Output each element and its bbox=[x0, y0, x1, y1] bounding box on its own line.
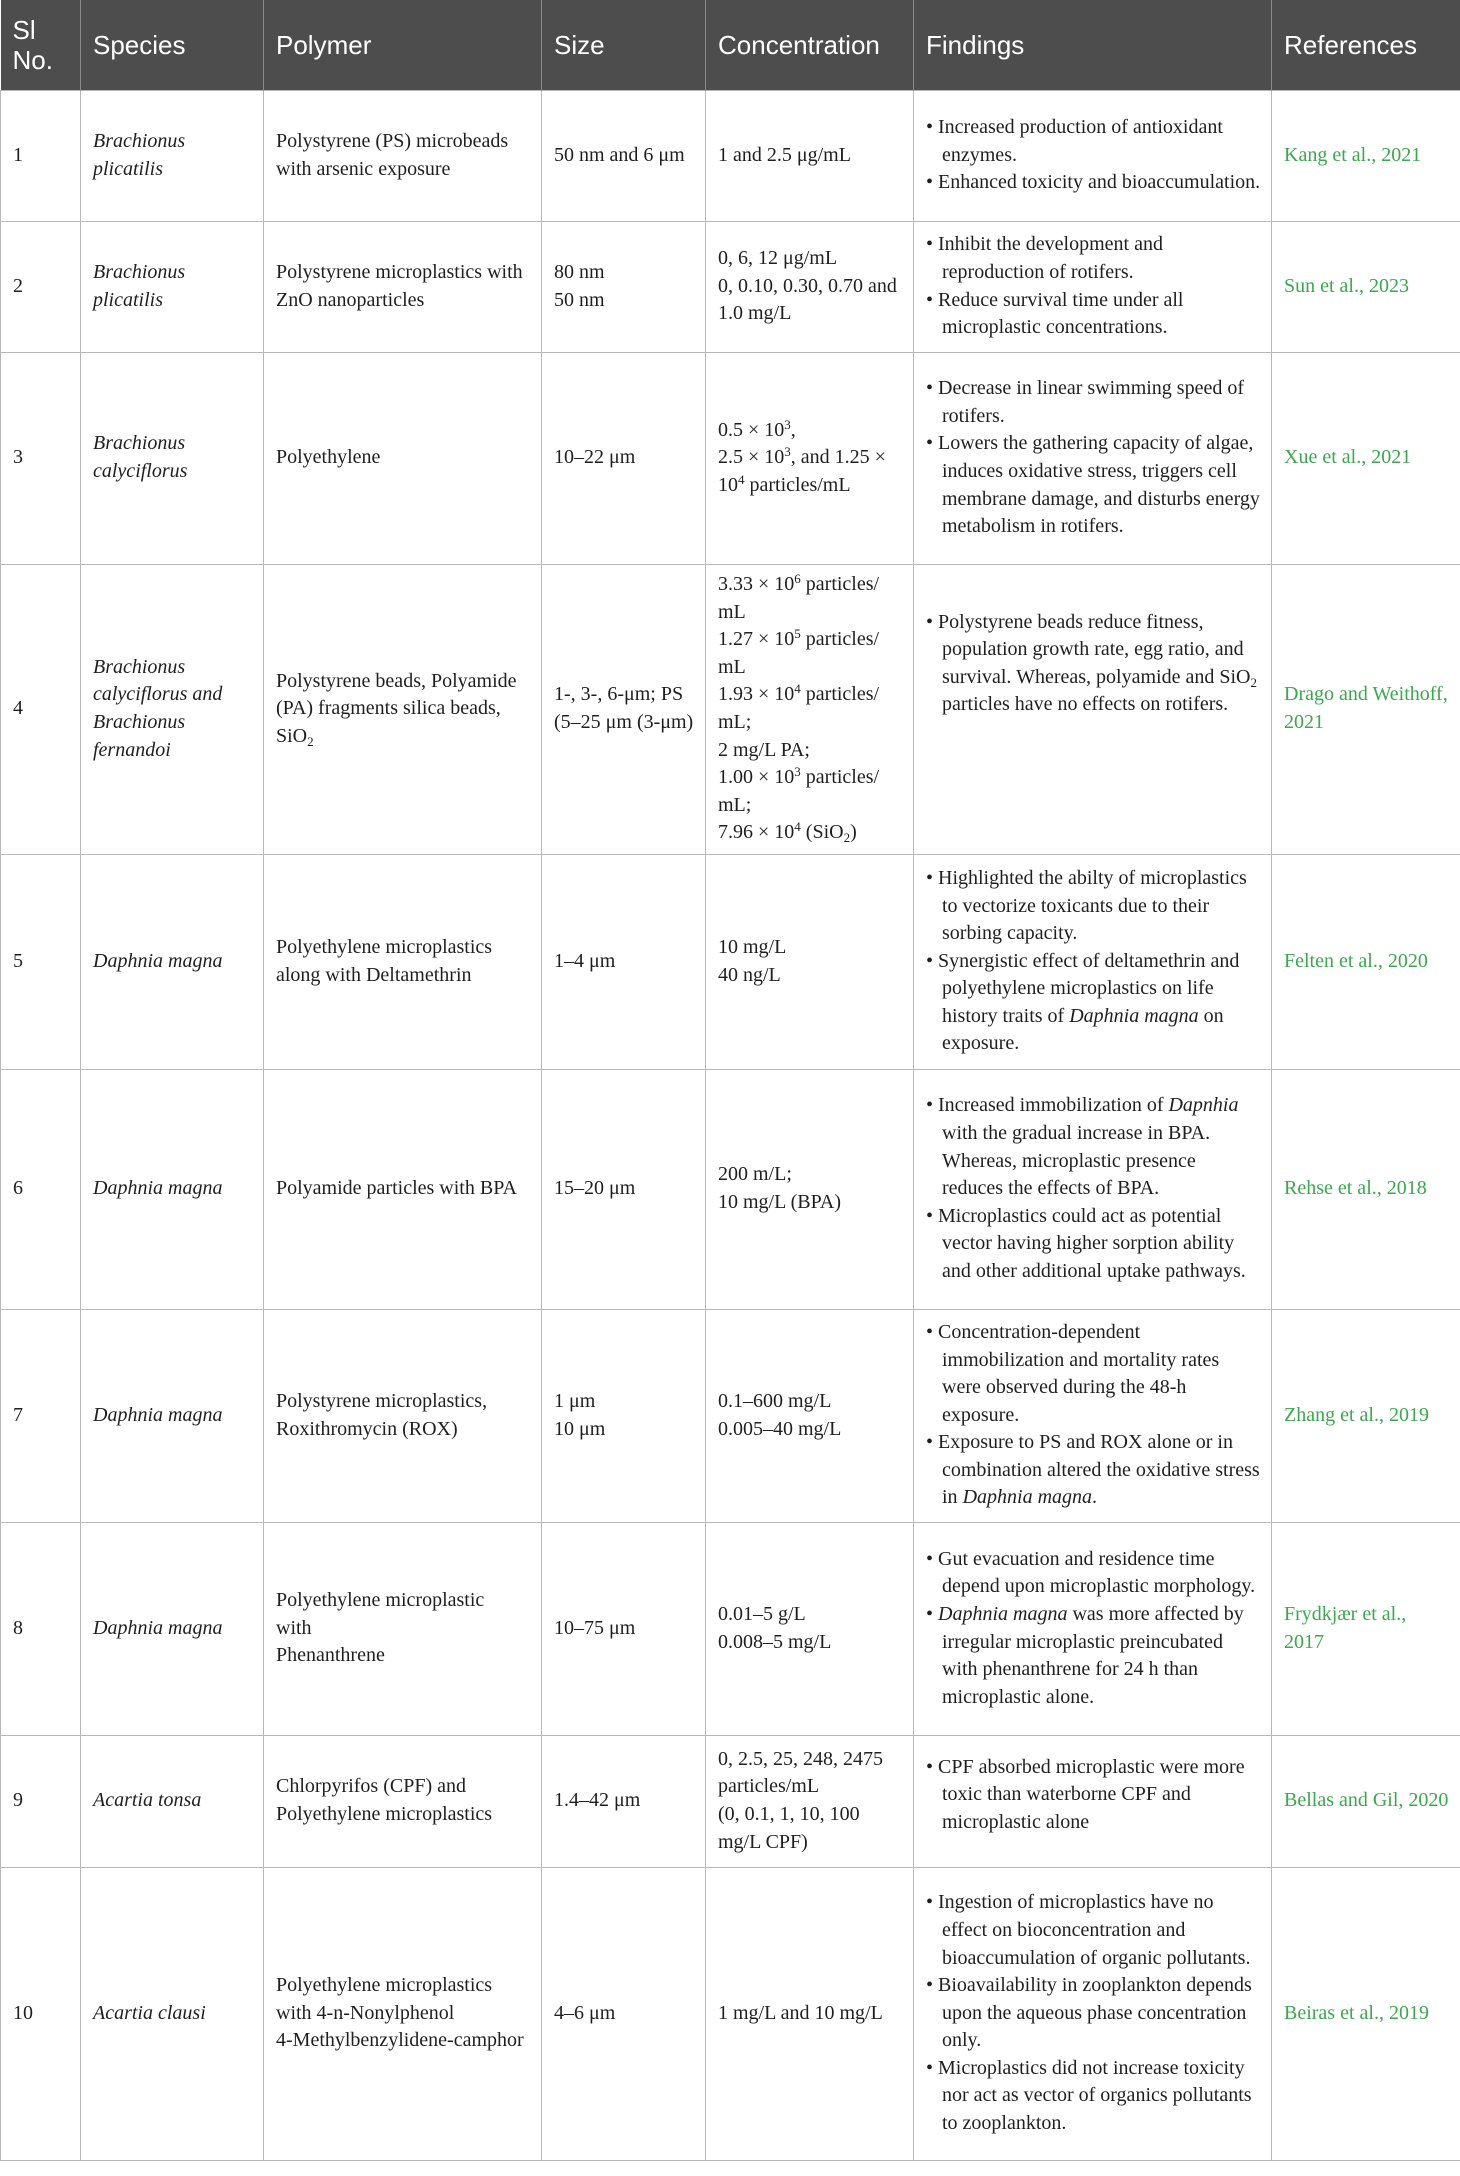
finding-item: • Decrease in linear swimming speed of rotifers. bbox=[926, 377, 1245, 427]
table-row bbox=[1, 1522, 1460, 1735]
size-line: 10 μm bbox=[554, 1417, 606, 1440]
reference-link[interactable]: Frydkjær et al., 2017 bbox=[1272, 1522, 1460, 1735]
finding-item: • Polystyrene beads reduce fitness, population growth rate, egg ratio, and survival. Whereas, polyamide and SiO$_2$ particles have no effects on rotifers. bbox=[926, 610, 1257, 716]
concentration-line: 2 mg/L PA; bbox=[718, 738, 810, 761]
finding-item: • Microplastics could act as potential vector having higher sorption ability and other additional uptake pathways. bbox=[926, 1204, 1246, 1282]
species-cell: Daphnia magna bbox=[81, 854, 264, 1069]
table-row bbox=[1, 352, 1460, 564]
table-row bbox=[1, 1735, 1460, 1867]
size-line: 50 nm bbox=[554, 288, 605, 311]
polymer-line: Polyethylene microplastic bbox=[276, 1589, 485, 1612]
reference-link[interactable]: Xue et al., 2021 bbox=[1272, 352, 1460, 564]
header-findings: Findings bbox=[914, 0, 1272, 90]
findings-cell bbox=[914, 1069, 1272, 1309]
concentration-line: $1.00 \times 10^3$ particles/ mL; bbox=[718, 764, 880, 816]
finding-item: • Increased production of antioxidant enzymes. bbox=[926, 116, 1223, 166]
size-cell: 50 nm and 6 μm bbox=[542, 90, 706, 221]
finding-item: • Daphnia magna was more affected by irregular microplastic preincubated with phenanthrene for 24 h than microplastic alone. bbox=[926, 1602, 1244, 1708]
reference-link[interactable]: Rehse et al., 2018 bbox=[1272, 1069, 1460, 1309]
header-references: References bbox=[1284, 29, 1417, 60]
header-sl-no: Sl No. bbox=[1, 0, 81, 90]
concentration-cell bbox=[706, 352, 914, 564]
findings-cell bbox=[914, 352, 1272, 564]
finding-item: • Exposure to PS and ROX alone or in combination altered the oxidative stress in Daphnia magna. bbox=[926, 1431, 1260, 1509]
findings-cell bbox=[914, 1309, 1272, 1522]
finding-item: • Concentration-dependent immobilization and mortality rates were observed during the 48-h exposure. bbox=[926, 1320, 1220, 1426]
concentration-line: $1.27 \times 10^5$ particles/ mL bbox=[718, 626, 880, 678]
concentration-line: 0.005–40 mg/L bbox=[718, 1417, 842, 1440]
reference-link[interactable]: Sun et al., 2023 bbox=[1272, 221, 1460, 352]
row-number: 6 bbox=[1, 1069, 81, 1309]
polymer-cell: Polystyrene beads, Polyamide (PA) fragments silica beads, SiO$_2$ bbox=[264, 564, 542, 854]
row-number: 10 bbox=[1, 1867, 81, 2160]
size-cell: 1–4 μm bbox=[542, 854, 706, 1069]
findings-cell bbox=[914, 564, 1272, 854]
finding-item: • Inhibit the development and reproduction of rotifers. bbox=[926, 233, 1163, 283]
table-header bbox=[1, 0, 1460, 90]
polymer-cell bbox=[264, 1867, 542, 2160]
polymer-cell: Polystyrene microplastics, Roxithromycin (ROX) bbox=[264, 1309, 542, 1522]
findings-cell bbox=[914, 854, 1272, 1069]
species-cell: Brachionus plicatilis bbox=[81, 90, 264, 221]
finding-item: • Synergistic effect of deltamethrin and polyethylene microplastics on life history traits of Daphnia magna on exposure. bbox=[926, 949, 1240, 1055]
concentration-line: $0.5 \times 10^3$, bbox=[718, 416, 796, 441]
row-number: 3 bbox=[1, 352, 81, 564]
size-line: 80 nm bbox=[554, 260, 605, 283]
reference-link[interactable]: Zhang et al., 2019 bbox=[1272, 1309, 1460, 1522]
reference-link[interactable]: Drago and Weithoff, 2021 bbox=[1272, 564, 1460, 854]
concentration-line: 0.01–5 g/L bbox=[718, 1602, 806, 1625]
concentration-line: 0, 6, 12 μg/mL bbox=[718, 247, 838, 270]
species-cell: Brachionus plicatilis bbox=[81, 221, 264, 352]
polymer-cell: Polyethylene microplastics along with Deltamethrin bbox=[264, 854, 542, 1069]
finding-item: • Increased immobilization of Dapnhia with the gradual increase in BPA. Whereas, microplastic presence reduces the effects of BPA. bbox=[926, 1094, 1239, 1200]
polymer-line: with bbox=[276, 1616, 312, 1639]
finding-item: • Reduce survival time under all microplastic concentrations. bbox=[926, 288, 1184, 339]
header-size: Size bbox=[542, 0, 706, 90]
concentration-cell bbox=[706, 854, 914, 1069]
table-row bbox=[1, 1069, 1460, 1309]
polymer-cell bbox=[264, 1522, 542, 1735]
concentration-cell: 1 and 2.5 μg/mL bbox=[706, 90, 914, 221]
header-species: Species bbox=[81, 0, 264, 90]
species-cell: Daphnia magna bbox=[81, 1309, 264, 1522]
polymer-line: Phenanthrene bbox=[276, 1644, 385, 1667]
concentration-line: 10 mg/L bbox=[718, 935, 787, 958]
concentration-line: 0.008–5 mg/L bbox=[718, 1630, 832, 1653]
finding-item: • Gut evacuation and residence time depend upon microplastic morphology. bbox=[926, 1547, 1256, 1598]
row-number: 1 bbox=[1, 90, 81, 221]
species-cell: Daphnia magna bbox=[81, 1069, 264, 1309]
concentration-line: 0, 2.5, 25, 248, 2475 particles/mL bbox=[718, 1747, 883, 1798]
concentration-line: $3.33 \times 10^6$ particles/ mL bbox=[718, 571, 880, 623]
row-number: 5 bbox=[1, 854, 81, 1069]
concentration-line: 0.1–600 mg/L bbox=[718, 1389, 832, 1412]
finding-item: • Ingestion of microplastics have no effect on bioconcentration and bioaccumulation of organic pollutants. bbox=[926, 1891, 1251, 1969]
polymer-cell: Polystyrene microplastics with ZnO nanoparticles bbox=[264, 221, 542, 352]
size-cell: 10–75 μm bbox=[542, 1522, 706, 1735]
table-row bbox=[1, 564, 1460, 854]
table-row bbox=[1, 221, 1460, 352]
table-row bbox=[1, 854, 1460, 1069]
header-concentration: Concentration bbox=[706, 0, 914, 90]
polymer-line: 4-Methylbenzylidene-camphor bbox=[276, 2029, 524, 2052]
size-cell bbox=[542, 221, 706, 352]
polymer-cell: Chlorpyrifos (CPF) and Polyethylene microplastics bbox=[264, 1735, 542, 1867]
polymer-cell: Polyamide particles with BPA bbox=[264, 1069, 542, 1309]
findings-cell bbox=[914, 1867, 1272, 2160]
concentration-line: $7.96 \times 10^4$ (SiO$_2$) bbox=[718, 819, 857, 846]
finding-item: • Microplastics did not increase toxicity nor act as vector of organics pollutants to zooplankton. bbox=[926, 2056, 1252, 2135]
concentration-line: $1.93 \times 10^4$ particles/ mL; bbox=[718, 681, 880, 733]
polymer-cell: Polyethylene bbox=[264, 352, 542, 564]
findings-cell bbox=[914, 1522, 1272, 1735]
row-number: 2 bbox=[1, 221, 81, 352]
reference-link[interactable]: Kang et al., 2021 bbox=[1272, 90, 1460, 221]
finding-item: • CPF absorbed microplastic were more toxic than waterborne CPF and microplastic alone bbox=[926, 1755, 1245, 1833]
polymer-line: Polyethylene microplastics with 4-n-Nonylphenol bbox=[276, 1974, 493, 2024]
finding-item: • Lowers the gathering capacity of algae, induces oxidative stress, triggers cell membrane damage, and disturbs energy metabolism in rotifers. bbox=[926, 432, 1260, 538]
size-cell: 10–22 μm bbox=[542, 352, 706, 564]
row-number: 7 bbox=[1, 1309, 81, 1522]
table-body bbox=[1, 90, 1460, 2160]
species-cell: Daphnia magna bbox=[81, 1522, 264, 1735]
reference-link[interactable]: Felten et al., 2020 bbox=[1272, 854, 1460, 1069]
finding-item: • Enhanced toxicity and bioaccumulation. bbox=[926, 171, 1261, 194]
concentration-cell bbox=[706, 221, 914, 352]
row-number: 8 bbox=[1, 1522, 81, 1735]
size-cell: 15–20 μm bbox=[542, 1069, 706, 1309]
species-cell: Acartia clausi bbox=[81, 1867, 264, 2160]
polymer-cell: Polystyrene (PS) microbeads with arsenic exposure bbox=[264, 90, 542, 221]
findings-cell bbox=[914, 1735, 1272, 1867]
concentration-line: 200 m/L; bbox=[718, 1163, 792, 1186]
concentration-cell: 1 mg/L and 10 mg/L bbox=[706, 1867, 914, 2160]
finding-item: • Highlighted the abilty of microplastics to vectorize toxicants due to their sorbing capacity. bbox=[926, 866, 1247, 945]
header-row bbox=[1, 0, 1460, 90]
concentration-line: 10 mg/L (BPA) bbox=[718, 1191, 841, 1213]
size-cell: 1-, 3-, 6-μm; PS (5–25 μm (3-μm) bbox=[542, 564, 706, 854]
size-cell: 1.4–42 μm bbox=[542, 1735, 706, 1867]
reference-link[interactable]: Beiras et al., 2019 bbox=[1272, 1867, 1460, 2160]
size-line: 1 μm bbox=[554, 1389, 596, 1412]
row-number: 9 bbox=[1, 1735, 81, 1867]
species-cell: Brachionus calyciflorus and Brachionus fernandoi bbox=[81, 564, 264, 854]
concentration-cell bbox=[706, 1522, 914, 1735]
concentration-cell bbox=[706, 1069, 914, 1309]
concentration-cell bbox=[706, 1735, 914, 1867]
species-cell: Acartia tonsa bbox=[81, 1735, 264, 1867]
concentration-line: 40 ng/L bbox=[718, 963, 781, 986]
finding-item: • Bioavailability in zooplankton depends upon the aqueous phase concentration only. bbox=[926, 1974, 1252, 2052]
concentration-line: (0, 0.1, 1, 10, 100 mg/L CPF) bbox=[718, 1803, 860, 1853]
concentration-line: 0, 0.10, 0.30, 0.70 and 1.0 mg/L bbox=[718, 274, 897, 325]
species-cell: Brachionus calyciflorus bbox=[81, 352, 264, 564]
concentration-cell bbox=[706, 1309, 914, 1522]
findings-cell bbox=[914, 221, 1272, 352]
header-polymer: Polymer bbox=[264, 0, 542, 90]
table-row bbox=[1, 90, 1460, 221]
concentration-cell bbox=[706, 564, 914, 854]
concentration-line: $2.5 \times 10^3$, and $1.25 \times 10^4$ particles/mL bbox=[718, 444, 886, 496]
table-row bbox=[1, 1867, 1460, 2160]
row-number: 4 bbox=[1, 564, 81, 854]
reference-link[interactable]: Bellas and Gil, 2020 bbox=[1272, 1735, 1460, 1867]
table-row bbox=[1, 1309, 1460, 1522]
size-cell: 4–6 μm bbox=[542, 1867, 706, 2160]
size-cell bbox=[542, 1309, 706, 1522]
findings-cell bbox=[914, 90, 1272, 221]
